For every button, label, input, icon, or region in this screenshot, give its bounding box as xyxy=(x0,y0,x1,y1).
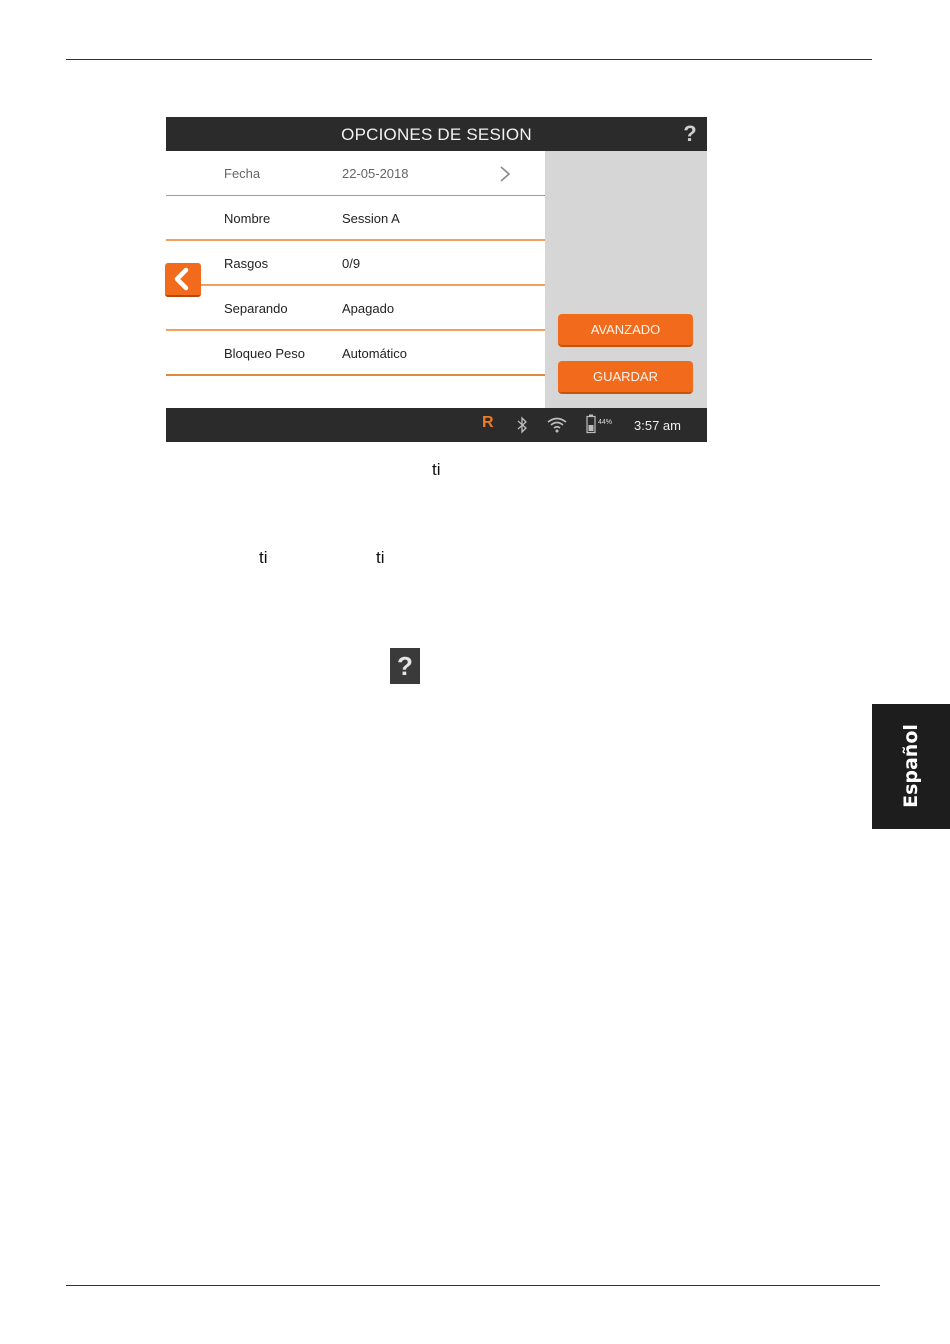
language-tab-label: Español xyxy=(900,724,922,808)
row-bloqueo-peso[interactable] xyxy=(166,331,545,376)
row-value: Session A xyxy=(342,211,400,226)
save-button[interactable]: GUARDAR xyxy=(558,361,693,394)
advanced-button[interactable]: AVANZADO xyxy=(558,314,693,347)
row-nombre[interactable] xyxy=(166,196,545,241)
row-label: Fecha xyxy=(224,166,261,181)
bluetooth-icon xyxy=(516,416,528,434)
help-icon: ? xyxy=(390,648,420,684)
row-label: Bloqueo Peso xyxy=(224,346,305,361)
status-bar xyxy=(166,408,707,442)
row-fecha[interactable] xyxy=(166,151,545,196)
options-list xyxy=(166,151,545,408)
help-button[interactable]: ? xyxy=(683,121,697,146)
text-fragment: ti xyxy=(376,548,385,567)
side-panel xyxy=(545,151,707,408)
row-separator xyxy=(166,374,545,376)
title-bar xyxy=(166,117,707,151)
row-label: Nombre xyxy=(224,211,271,226)
text-fragment: ti xyxy=(259,548,268,567)
clock: 3:57 am xyxy=(634,418,681,433)
row-value: 0/9 xyxy=(342,256,361,271)
row-separando[interactable] xyxy=(166,286,545,331)
wifi-icon xyxy=(547,417,567,433)
row-value: Apagado xyxy=(342,301,395,316)
footer-rule xyxy=(66,1285,880,1286)
row-rasgos[interactable] xyxy=(166,241,545,286)
row-value: Automático xyxy=(342,346,408,361)
row-label: Rasgos xyxy=(224,256,269,271)
chevron-left-icon xyxy=(165,263,201,295)
session-options-screen xyxy=(166,117,707,442)
chevron-right-icon xyxy=(496,165,514,183)
language-tab xyxy=(872,704,950,829)
row-value: 22-05-2018 xyxy=(342,166,409,181)
text-fragment: ti xyxy=(432,460,441,479)
brand-logo: R xyxy=(482,414,494,431)
screen-title: OPCIONES DE SESION xyxy=(341,125,532,144)
battery-icon xyxy=(586,414,596,434)
battery-percent: 44% xyxy=(598,419,613,426)
header-rule xyxy=(66,59,872,60)
row-label: Separando xyxy=(224,301,288,316)
back-button[interactable] xyxy=(165,263,201,297)
